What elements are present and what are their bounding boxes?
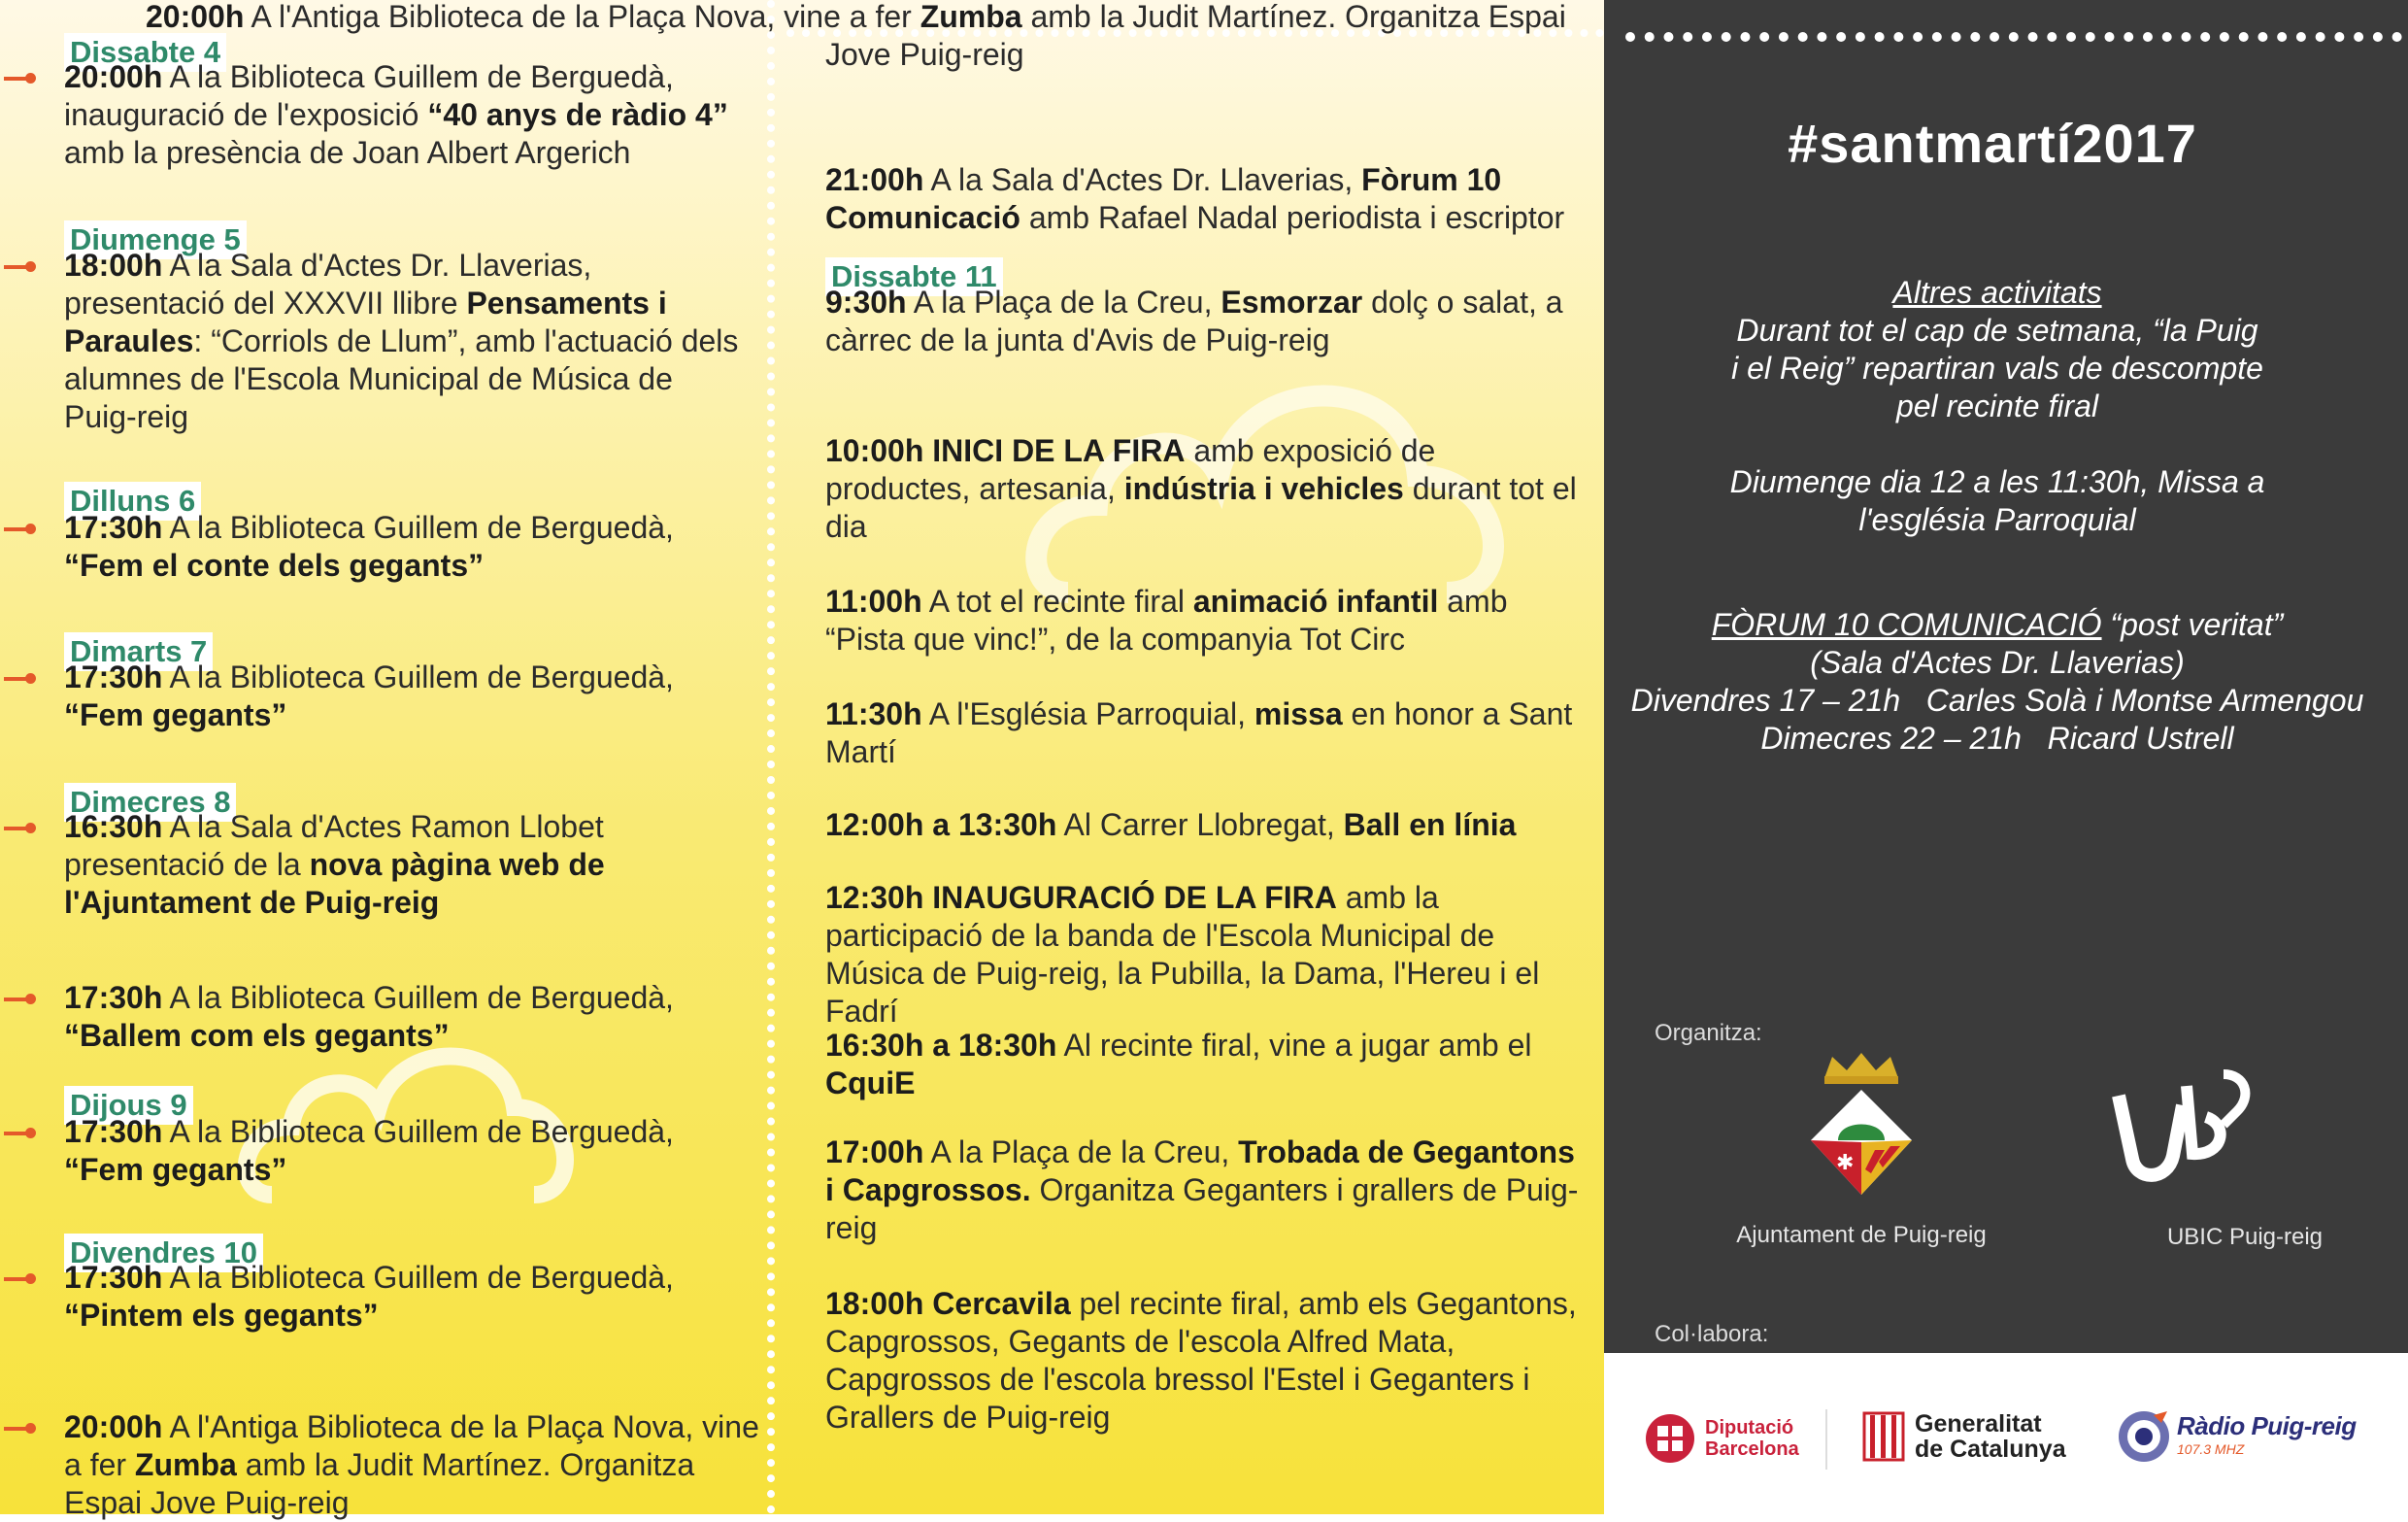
event-text: amb la presència de Joan Albert Argerich — [64, 135, 631, 170]
event-text: A la Sala d'Actes Dr. Llaverias, — [930, 162, 1362, 197]
event-highlight: “Fem el conte dels gegants” — [64, 548, 485, 583]
event-highlight: nova pàgina web de l'Ajuntament de Puig-reig — [64, 847, 605, 920]
day-label: Dimecres 8 — [64, 783, 236, 822]
arrow-bullet-icon — [4, 998, 33, 1001]
event-highlight: “40 anys de ràdio 4” — [427, 97, 728, 132]
event-entry — [825, 583, 1583, 659]
event-highlight: Zumba — [920, 0, 1022, 34]
event-highlight: Ball en línia — [1343, 807, 1517, 842]
ubic-caption: UBIC Puig-reig — [2166, 1224, 2324, 1250]
hashtag-title: #santmartí2017 — [1788, 113, 2197, 174]
event-entry — [64, 509, 744, 585]
event-text: pel recinte firal, amb els Gegantons, Capgrossos, Gegants de l'escola Alfred Mata, Capgrossos de l'escola bressol l'Estel i Geganters i Grallers de Puig-reig — [825, 1286, 1577, 1435]
event-highlight: indústria i vehicles — [1123, 471, 1404, 506]
day-label: Diumenge 5 — [64, 220, 247, 259]
arrow-bullet-icon — [4, 1427, 33, 1431]
event-entry — [64, 1259, 744, 1335]
ubic-logo-icon — [2109, 1066, 2255, 1193]
event-text: A la Biblioteca Guillem de Berguedà, — [169, 510, 674, 545]
event-time: 18:00h — [825, 1286, 924, 1321]
arrow-bullet-icon — [4, 527, 33, 531]
event-highlight: “Pintem els gegants” — [64, 1298, 379, 1333]
event-text: A la Sala d'Actes Dr. Llaverias, presentació del XXXVII llibre — [64, 248, 592, 321]
day-label: Divendres 10 — [64, 1234, 263, 1272]
event-entry — [64, 808, 744, 922]
event-highlight: Esmorzar — [1221, 285, 1363, 320]
day-label: Dissabte 4 — [64, 33, 226, 72]
event-text: A la Biblioteca Guillem de Berguedà, — [169, 980, 674, 1015]
event-text: A la Plaça de la Creu, — [930, 1134, 1239, 1169]
event-text: dolç o salat, a càrrec de la junta d'Avis de Puig-reig — [825, 285, 1563, 357]
sponsors-strip — [1604, 1353, 2408, 1514]
event-text: Al Carrer Llobregat, — [1063, 807, 1344, 842]
event-time: 16:30h a 18:30h — [825, 1028, 1057, 1063]
ajuntament-shield-icon — [1803, 1049, 1920, 1200]
radio-logo-icon — [2117, 1409, 2171, 1464]
event-time: 12:00h a 13:30h — [825, 807, 1057, 842]
event-time: 17:00h — [825, 1134, 924, 1169]
event-text: A la Biblioteca Guillem de Berguedà, inauguració de l'exposició — [64, 59, 674, 132]
event-highlight: Pensaments i Paraules — [64, 286, 667, 358]
event-entry — [64, 58, 744, 172]
event-time: 11:30h — [825, 696, 922, 731]
event-time: 17:30h — [64, 1114, 163, 1149]
event-text: A l'Església Parroquial, — [928, 696, 1254, 731]
altres-activitats-text: Durant tot el cap de setmana, “la Puig i el Reig” repartiran vals de descompte pel recinte firal — [1731, 313, 2263, 423]
info-dotted-line — [1625, 32, 2402, 42]
event-text: A la Biblioteca Guillem de Berguedà, — [169, 660, 674, 694]
event-time: 17:30h — [64, 510, 163, 545]
info-panel — [1604, 0, 2408, 1514]
event-time: 10:00h — [825, 433, 924, 468]
event-entry — [64, 659, 744, 734]
event-highlight: “Ballem com els gegants” — [64, 1018, 450, 1053]
diputacio-logo-icon — [1645, 1413, 1695, 1464]
event-entry — [825, 695, 1583, 771]
event-highlight: INAUGURACIÓ DE LA FIRA — [932, 880, 1337, 915]
event-entry — [825, 161, 1583, 237]
forum-title: FÒRUM 10 COMUNICACIÓ “post veritat” — [1711, 607, 2284, 642]
event-text: A l'Antiga Biblioteca de la Plaça Nova, vine a fer — [251, 0, 920, 34]
generalitat-line-1: Generalitat — [1915, 1410, 2042, 1437]
collabora-label: Col·labora: — [1655, 1321, 1769, 1347]
event-text: Organitza Geganters i grallers de Puig-reig — [825, 1172, 1579, 1245]
event-time: 12:30h — [825, 880, 924, 915]
altres-activitats-title: Altres activitats — [1892, 275, 2102, 310]
event-entry — [825, 879, 1583, 1031]
event-time: 16:30h — [64, 809, 163, 844]
event-highlight: Zumba — [134, 1447, 237, 1482]
event-time: 11:00h — [825, 584, 922, 619]
ubic-logo — [2109, 1066, 2255, 1193]
svg-text:✱: ✱ — [1836, 1151, 1855, 1175]
event-highlight: “Fem gegants” — [64, 1152, 287, 1187]
forum-date-1: Divendres 17 – 21h Carles Solà i Montse Armengou — [1630, 683, 2364, 718]
event-text: amb la participació de la banda de l'Escola Municipal de Música de Puig-reig, la Pubilla, la Dama, l'Hereu i el Fadrí — [825, 880, 1540, 1029]
event-text: amb la Judit Martínez. Organitza Espai Jove Puig-reig — [64, 1447, 695, 1520]
event-time: 20:00h — [64, 1409, 163, 1444]
event-entry — [825, 1133, 1583, 1247]
event-text: amb “Pista que vinc!”, de la companyia Tot Circ — [825, 584, 1508, 657]
event-time: 17:30h — [64, 660, 163, 694]
event-time: 20:00h — [64, 59, 163, 94]
event-time: 17:30h — [64, 1260, 163, 1295]
event-entry-continued — [146, 0, 1583, 74]
arrow-bullet-icon — [4, 677, 33, 681]
missa-text: Diumenge dia 12 a les 11:30h, Missa a l'església Parroquial — [1729, 464, 2265, 537]
arrow-bullet-icon — [4, 77, 33, 81]
day-label: Dijous 9 — [64, 1086, 193, 1125]
event-entry — [64, 247, 744, 436]
event-entry — [64, 1408, 763, 1520]
diputacio-line-2: Barcelona — [1705, 1438, 1799, 1460]
event-text: A tot el recinte firal — [928, 584, 1193, 619]
event-text: en honor a Sant Martí — [825, 696, 1573, 769]
event-entry — [825, 432, 1583, 546]
arrow-bullet-icon — [4, 1277, 33, 1281]
event-time: 9:30h — [825, 285, 907, 320]
arrow-bullet-icon — [4, 265, 33, 269]
event-highlight: “Fem gegants” — [64, 697, 287, 732]
day-label: Dissabte 11 — [825, 257, 1003, 296]
event-text: : “Corriols de Llum”, amb l'actuació dels alumnes de l'Escola Municipal de Música de Puig-reig — [64, 323, 739, 434]
event-text: A l'Antiga Biblioteca de la Plaça Nova, vine a fer — [64, 1409, 759, 1482]
event-entry — [825, 1285, 1583, 1437]
event-time: 21:00h — [825, 162, 924, 197]
event-highlight: missa — [1254, 696, 1343, 731]
event-time: 17:30h — [64, 980, 163, 1015]
column-divider — [767, 0, 775, 1514]
event-text: durant tot el dia — [825, 471, 1577, 544]
event-highlight: Fòrum 10 Comunicació — [825, 162, 1502, 235]
event-text: amb exposició de productes, artesania, — [825, 433, 1436, 506]
day-label: Dimarts 7 — [64, 632, 213, 671]
event-entry — [64, 979, 744, 1055]
sponsor-separator — [1825, 1409, 1827, 1470]
event-text: A la Sala d'Actes Ramon Llobet presentació de la — [64, 809, 604, 882]
sponsor-diputacio — [1645, 1413, 1799, 1464]
radio-frequency: 107.3 MHZ — [2177, 1441, 2245, 1457]
event-entry — [825, 1027, 1583, 1102]
event-entry — [825, 806, 1583, 844]
radio-name: Ràdio Puig-reig — [2177, 1411, 2357, 1440]
arrow-bullet-icon — [4, 827, 33, 830]
event-highlight: animació infantil — [1192, 584, 1439, 619]
event-time: 20:00h — [146, 0, 245, 34]
event-entry — [64, 1113, 744, 1189]
event-highlight: Trobada de Gegantons i Capgrossos. — [825, 1134, 1575, 1207]
generalitat-logo-icon — [1862, 1411, 1905, 1462]
event-text: A la Biblioteca Guillem de Berguedà, — [169, 1260, 674, 1295]
forum-place: (Sala d'Actes Dr. Llaverias) — [1810, 645, 2185, 680]
event-text: amb la Judit Martínez. Organitza Espai Jove Puig-reig — [825, 0, 1566, 72]
sponsor-radio — [2117, 1409, 2357, 1464]
day-label: Dilluns 6 — [64, 482, 201, 521]
event-highlight: INICI DE LA FIRA — [932, 433, 1186, 468]
organitza-label: Organitza: — [1655, 1020, 1762, 1046]
event-text: A la Plaça de la Creu, — [913, 285, 1221, 320]
sponsor-generalitat — [1862, 1411, 2066, 1462]
diputacio-line-1: Diputació — [1705, 1417, 1794, 1438]
arrow-bullet-icon — [4, 1132, 33, 1135]
event-highlight: Cercavila — [932, 1286, 1071, 1321]
event-highlight: CquiE — [825, 1065, 916, 1100]
forum-date-2: Dimecres 22 – 21h Ricard Ustrell — [1760, 721, 2234, 756]
event-text: A la Biblioteca Guillem de Berguedà, — [169, 1114, 674, 1149]
event-text: Al recinte firal, vine a jugar amb el — [1063, 1028, 1532, 1063]
event-entry — [825, 284, 1583, 359]
ajuntament-caption: Ajuntament de Puig-reig — [1736, 1222, 1987, 1248]
generalitat-line-2: de Catalunya — [1915, 1436, 2066, 1463]
event-time: 18:00h — [64, 248, 163, 283]
event-text: amb Rafael Nadal periodista i escriptor — [1020, 200, 1565, 235]
